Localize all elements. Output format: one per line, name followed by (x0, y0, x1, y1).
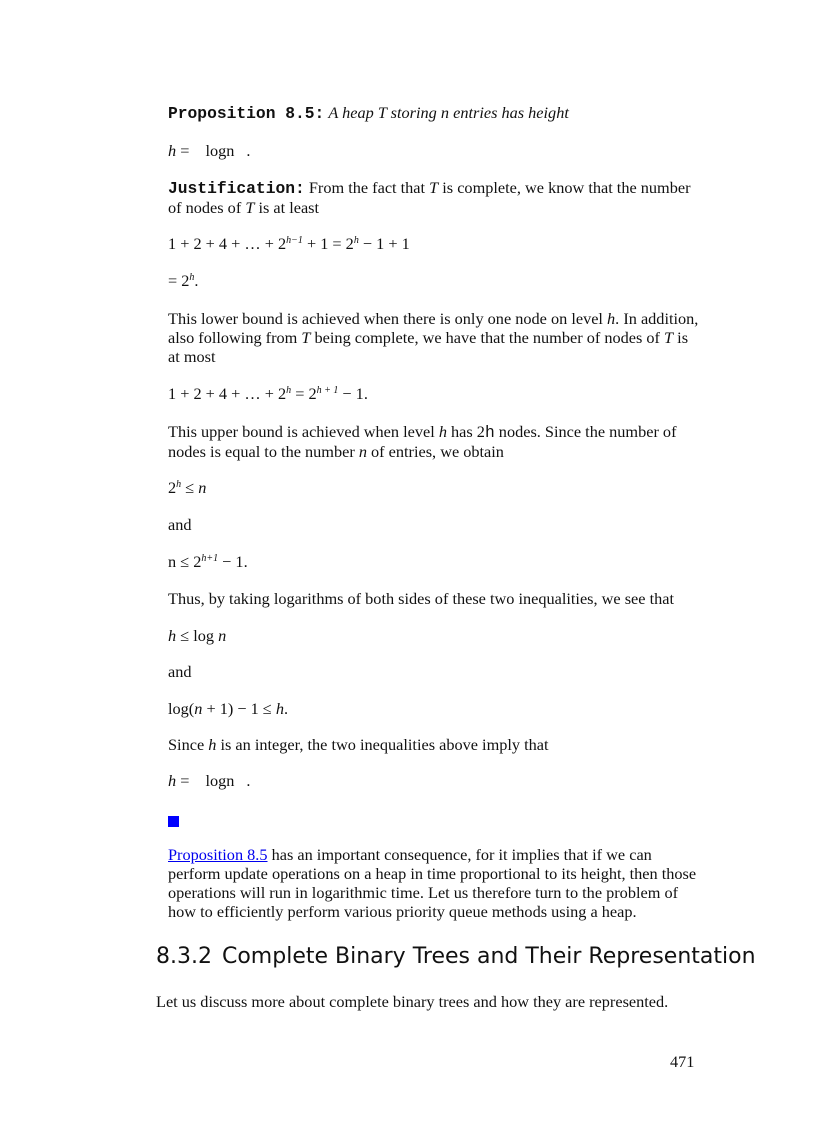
page-number: 471 (670, 1052, 695, 1071)
proposition (168, 103, 703, 123)
sum-upper: 1 + 2 + 4 + … + $2^h = 2^{h + 1} - 1$. (168, 384, 368, 403)
proposition-link[interactable]: Proposition 8.5 (168, 845, 268, 864)
justification-label: Justification: (168, 179, 305, 198)
and-2: and (168, 662, 192, 681)
section-title: Complete Binary Trees and Their Representation (221, 944, 756, 969)
inequality-1: $2^h \le n$ (168, 478, 207, 497)
thus-paragraph: Thus, by taking logarithms of both sides of these two inequalities, we see that (168, 589, 674, 608)
justification: Justification: From the fact that T is complete, we know that the number of nodes of T is at least (168, 178, 691, 217)
proposition-statement: A heap T storing n entries has height (328, 103, 569, 122)
end-of-proof-square (168, 816, 179, 827)
equation-height-2: h = logn . (168, 771, 251, 790)
inequality-3: h ≤ log n (168, 626, 227, 645)
section-number: 8.3.2 (156, 944, 212, 969)
section-heading (156, 944, 756, 969)
since-paragraph: Since h is an integer, the two inequalities above imply that (168, 735, 549, 754)
intro-paragraph: Let us discuss more about complete binary trees and how they are represented. (156, 992, 669, 1011)
equation-2h: = $2^h$. (168, 271, 199, 290)
upper-bound-paragraph: This upper bound is achieved when level h has 2h nodes. Since the number of nodes is equal to the number n of entries, we obtain (168, 422, 677, 461)
sum-lower: 1 + 2 + 4 + … + $2^{h-1} + 1 = 2^h - 1 + 1$ (168, 234, 410, 253)
proposition-label: Proposition 8.5: (168, 104, 325, 123)
inequality-2: $n \le 2^{h+1} - 1$. (168, 552, 248, 571)
equation-height: h = logn . (168, 141, 251, 160)
lower-bound-paragraph: This lower bound is achieved when there is only one node on level h. In addition, also following from T being complete, we have that the number of nodes of T is at most (168, 309, 699, 366)
inequality-4: log(n + 1) − 1 ≤ h. (168, 699, 289, 718)
and-1: and (168, 515, 192, 534)
consequence-paragraph: Proposition 8.5 has an important consequence, for it implies that if we can perform update operations on a heap in time proportional to its height, then those operations will run in logarithmic time. Let us therefore turn to the problem of how to efficiently perform various priority queue methods using a heap. (168, 845, 697, 921)
